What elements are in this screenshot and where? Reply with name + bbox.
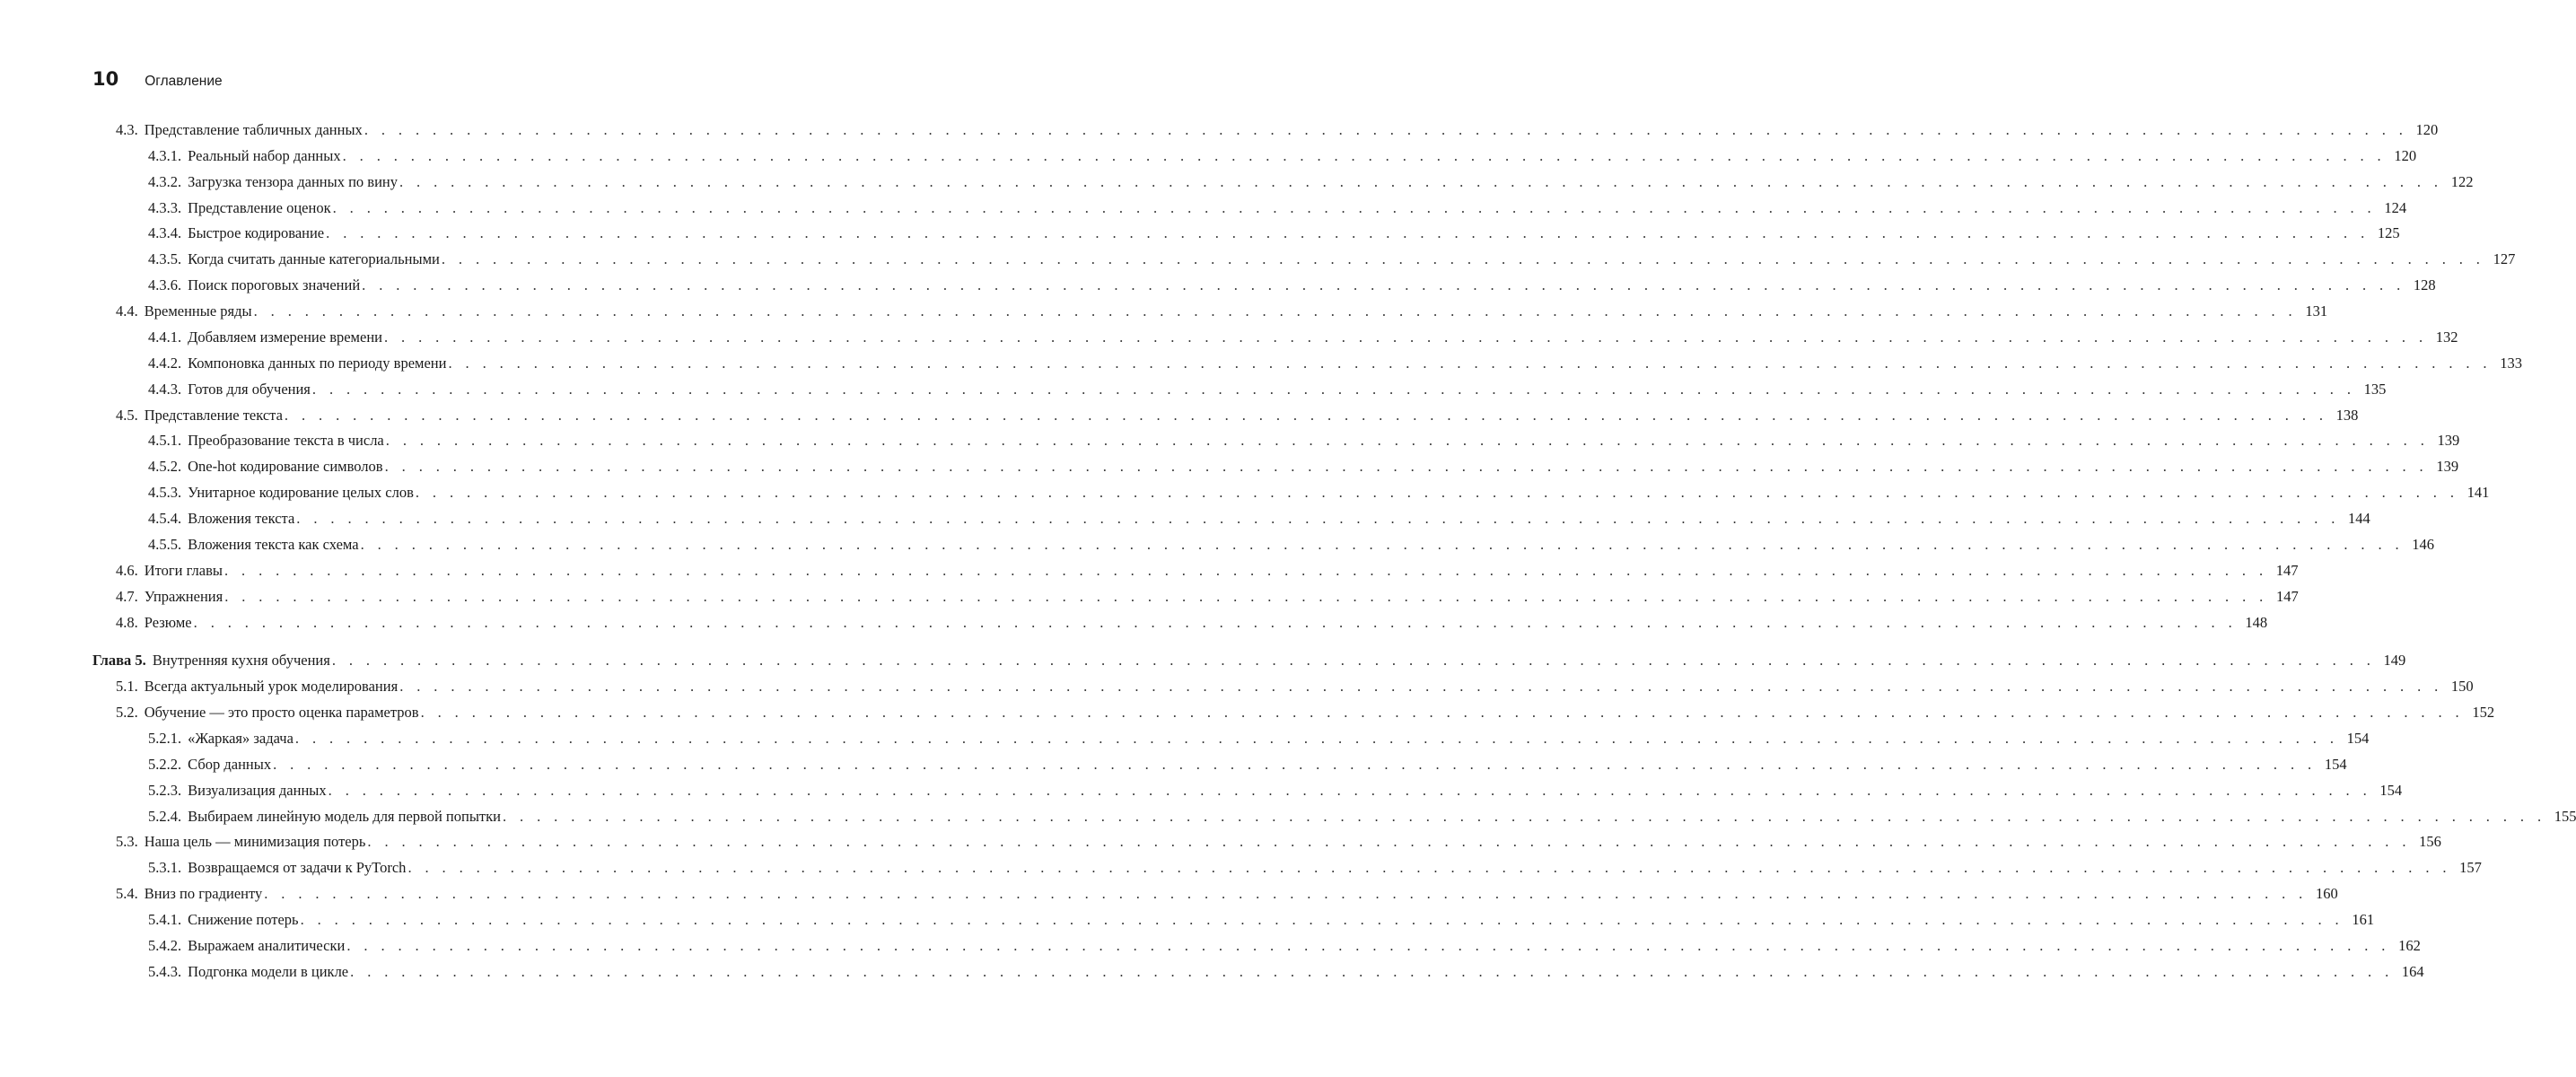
toc-entry-page: 156 <box>2419 833 2441 851</box>
toc-entry[interactable] <box>148 458 2459 479</box>
dot-leader: . . . . . . . . . . . . . . . . . . . . . . . . . . . . . . . . . . . . . . . . . . . . . . . . . . . . . . . . . . . . . . . . . . . . . . . . . . . . . . . . . . . . . . . . . . . . . . . . . . . . . . . . . . . . . . . . . . . . . . . . <box>224 587 2268 605</box>
toc-entry-title: Возвращаемся от задачи к PyTorch <box>188 859 407 877</box>
toc-entry-number: 4.4. <box>116 302 138 320</box>
toc-entry-number: 4.5.3. <box>148 484 182 502</box>
toc-entry-title: Компоновка данных по периоду времени <box>188 354 447 372</box>
toc-entry-number: 5.4. <box>116 885 138 903</box>
toc-entry[interactable] <box>148 172 2474 195</box>
toc-entry-number: 4.4.1. <box>148 328 182 346</box>
toc-entry-page: 148 <box>2245 613 2268 631</box>
toc-entry-page: 154 <box>2324 755 2347 773</box>
toc-entry-title: Всегда актуальный урок моделирования <box>144 678 399 696</box>
dot-leader: . . . . . . . . . . . . . . . . . . . . . . . . . . . . . . . . . . . . . . . . . . . . . . . . . . . . . . . . . . . . . . . . . . . . . . . . . . . . . . . . . . . . . . . . . . . . . . . . . . . . . . . . . . . . . . . . . . . . . . . . <box>331 652 2376 670</box>
toc-entry-page: 155 <box>2554 807 2576 825</box>
toc-entry-title: «Жаркая» задача <box>188 730 294 747</box>
toc-entry[interactable] <box>148 484 2490 505</box>
toc-entry-page: 154 <box>2379 781 2403 799</box>
toc-entry-page: 135 <box>2363 380 2387 398</box>
toc-entry-number: 4.3.1. <box>148 146 182 164</box>
dot-leader: . . . . . . . . . . . . . . . . . . . . . . . . . . . . . . . . . . . . . . . . . . . . . . . . . . . . . . . . . . . . . . . . . . . . . . . . . . . . . . . . . . . . . . . . . . . . . . . . . . . . . . . . . . . . . . . . . . . . . . . . <box>284 406 2328 424</box>
toc-entry-number: 4.7. <box>116 587 138 605</box>
toc-entry-number: 5.4.3. <box>148 962 182 980</box>
dot-leader: . . . . . . . . . . . . . . . . . . . . . . . . . . . . . . . . . . . . . . . . . . . . . . . . . . . . . . . . . . . . . . . . . . . . . . . . . . . . . . . . . . . . . . . . . . . . . . . . . . . . . . . . . . . . . . . . . . . . . . . . <box>300 911 2344 929</box>
toc-entry-title: Преобразование текста в числа <box>188 432 384 450</box>
toc-entry[interactable] <box>148 510 2370 531</box>
toc-entry-title: Унитарное кодирование целых слов <box>188 484 414 502</box>
dot-leader: . . . . . . . . . . . . . . . . . . . . . . . . . . . . . . . . . . . . . . . . . . . . . . . . . . . . . . . . . . . . . . . . . . . . . . . . . . . . . . . . . . . . . . . . . . . . . . . . . . . . . . . . . . . . . . . . . . . . . . . . <box>264 885 2308 903</box>
toc-entry[interactable] <box>116 885 2338 906</box>
dot-leader: . . . . . . . . . . . . . . . . . . . . . . . . . . . . . . . . . . . . . . . . . . . . . . . . . . . . . . . . . . . . . . . . . . . . . . . . . . . . . . . . . . . . . . . . . . . . . . . . . . . . . . . . . . . . . . . . . . . . . . . . <box>407 859 2451 877</box>
toc-entry-number: 4.5. <box>116 406 138 424</box>
toc-entry-title: Загрузка тензора данных по вину <box>188 172 398 190</box>
toc-entry-number: 4.3.3. <box>148 198 182 216</box>
toc-entry[interactable] <box>148 911 2375 933</box>
toc-entry[interactable] <box>116 121 2439 143</box>
toc-entry[interactable] <box>148 198 2407 221</box>
toc-entry-number: 5.3.1. <box>148 859 182 877</box>
toc-entry[interactable] <box>148 936 2421 959</box>
running-title: Оглавление <box>145 74 223 89</box>
toc-entry-page: 152 <box>2472 704 2495 722</box>
dot-leader: . . . . . . . . . . . . . . . . . . . . . . . . . . . . . . . . . . . . . . . . . . . . . . . . . . . . . . . . . . . . . . . . . . . . . . . . . . . . . . . . . . . . . . . . . . . . . . . . . . . . . . . . . . . . . . . . . . . . . . . . <box>448 354 2492 372</box>
toc-entry-page: 124 <box>2384 198 2407 216</box>
toc-entry-title: Сбор данных <box>188 755 272 773</box>
toc-entry-title: Когда считать данные категориальными <box>188 250 440 268</box>
toc-entry-number: 4.5.2. <box>148 458 182 476</box>
toc-entry-page: 150 <box>2450 678 2474 696</box>
dot-leader: . . . . . . . . . . . . . . . . . . . . . . . . . . . . . . . . . . . . . . . . . . . . . . . . . . . . . . . . . . . . . . . . . . . . . . . . . . . . . . . . . . . . . . . . . . . . . . . . . . . . . . . . . . . . . . . . . . . . . . . . <box>332 198 2377 216</box>
toc-entry-page: 144 <box>2348 510 2370 528</box>
toc-entry-number: 4.5.4. <box>148 510 182 528</box>
dot-leader: . . . . . . . . . . . . . . . . . . . . . . . . . . . . . . . . . . . . . . . . . . . . . . . . . . . . . . . . . . . . . . . . . . . . . . . . . . . . . . . . . . . . . . . . . . . . . . . . . . . . . . . . . . . . . . . . . . . . . . . . <box>193 613 2238 631</box>
toc-entry-number: 4.5.1. <box>148 432 182 450</box>
toc-entry-title: Вложения текста <box>188 510 295 528</box>
toc-entry-number: 4.4.2. <box>148 354 182 372</box>
toc-entry[interactable] <box>148 730 2370 751</box>
toc-entry-title: Вниз по градиенту <box>144 885 263 903</box>
dot-leader: . . . . . . . . . . . . . . . . . . . . . . . . . . . . . . . . . . . . . . . . . . . . . . . . . . . . . . . . . . . . . . . . . . . . . . . . . . . . . . . . . . . . . . . . . . . . . . . . . . . . . . . . . . . . . . . . . . . . . . . . <box>350 962 2394 980</box>
toc-entry-title: Временные ряды <box>144 302 252 320</box>
toc-entry-page: 154 <box>2346 730 2370 747</box>
toc-entry-page: 120 <box>2394 146 2417 164</box>
toc-entry-page: 160 <box>2315 885 2338 903</box>
toc-entry-page: 138 <box>2335 406 2359 424</box>
toc-entry-number: 5.2.3. <box>148 781 182 799</box>
toc-entry[interactable] <box>148 962 2424 985</box>
page-number: 10 <box>92 68 119 90</box>
dot-leader: . . . . . . . . . . . . . . . . . . . . . . . . . . . . . . . . . . . . . . . . . . . . . . . . . . . . . . . . . . . . . . . . . . . . . . . . . . . . . . . . . . . . . . . . . . . . . . . . . . . . . . . . . . . . . . . . . . . . . . . . <box>253 302 2298 320</box>
toc-entry-title: Выражаем аналитически <box>188 936 346 954</box>
dot-leader: . . . . . . . . . . . . . . . . . . . . . . . . . . . . . . . . . . . . . . . . . . . . . . . . . . . . . . . . . . . . . . . . . . . . . . . . . . . . . . . . . . . . . . . . . . . . . . . . . . . . . . . . . . . . . . . . . . . . . . . . <box>342 146 2387 164</box>
toc-entry-page: 157 <box>2459 859 2482 877</box>
toc-entry-page: 127 <box>2493 250 2516 268</box>
toc-entry[interactable] <box>148 535 2435 557</box>
toc-entry[interactable] <box>148 328 2458 350</box>
toc-entry[interactable] <box>148 146 2417 169</box>
toc-entry-number: 4.3. <box>116 121 138 138</box>
dot-leader: . . . . . . . . . . . . . . . . . . . . . . . . . . . . . . . . . . . . . . . . . . . . . . . . . . . . . . . . . . . . . . . . . . . . . . . . . . . . . . . . . . . . . . . . . . . . . . . . . . . . . . . . . . . . . . . . . . . . . . . . <box>362 276 2405 294</box>
toc-entry-title: Наша цель — минимизация потерь <box>144 833 366 851</box>
toc-entry-number: 4.6. <box>116 561 138 579</box>
toc-entry-page: 120 <box>2415 121 2439 138</box>
toc-entry-title: Реальный набор данных <box>188 146 341 164</box>
toc-entry-page: 147 <box>2275 561 2299 579</box>
toc-entry[interactable] <box>116 678 2474 699</box>
toc-entry-page: 132 <box>2435 328 2458 346</box>
toc-entry-page: 125 <box>2377 224 2400 242</box>
toc-entry-page: 131 <box>2305 302 2328 320</box>
toc-entry-page: 141 <box>2466 484 2490 502</box>
dot-leader: . . . . . . . . . . . . . . . . . . . . . . . . . . . . . . . . . . . . . . . . . . . . . . . . . . . . . . . . . . . . . . . . . . . . . . . . . . . . . . . . . . . . . . . . . . . . . . . . . . . . . . . . . . . . . . . . . . . . . . . . <box>224 561 2268 579</box>
dot-leader: . . . . . . . . . . . . . . . . . . . . . . . . . . . . . . . . . . . . . . . . . . . . . . . . . . . . . . . . . . . . . . . . . . . . . . . . . . . . . . . . . . . . . . . . . . . . . . . . . . . . . . . . . . . . . . . . . . . . . . . . <box>399 678 2443 696</box>
toc-entry-title: Поиск пороговых значений <box>188 276 361 294</box>
toc-entry-number: 5.2.1. <box>148 730 182 747</box>
toc-entry[interactable] <box>148 432 2460 453</box>
toc-entry-number: Глава 5. <box>92 652 146 670</box>
dot-leader: . . . . . . . . . . . . . . . . . . . . . . . . . . . . . . . . . . . . . . . . . . . . . . . . . . . . . . . . . . . . . . . . . . . . . . . . . . . . . . . . . . . . . . . . . . . . . . . . . . . . . . . . . . . . . . . . . . . . . . . . <box>503 807 2546 825</box>
toc-entry-page: 146 <box>2412 535 2435 553</box>
dot-leader: . . . . . . . . . . . . . . . . . . . . . . . . . . . . . . . . . . . . . . . . . . . . . . . . . . . . . . . . . . . . . . . . . . . . . . . . . . . . . . . . . . . . . . . . . . . . . . . . . . . . . . . . . . . . . . . . . . . . . . . . <box>296 510 2340 528</box>
dot-leader: . . . . . . . . . . . . . . . . . . . . . . . . . . . . . . . . . . . . . . . . . . . . . . . . . . . . . . . . . . . . . . . . . . . . . . . . . . . . . . . . . . . . . . . . . . . . . . . . . . . . . . . . . . . . . . . . . . . . . . . . <box>360 535 2405 553</box>
toc-entry[interactable] <box>148 755 2347 777</box>
toc-entry-page: 122 <box>2450 172 2474 190</box>
dot-leader: . . . . . . . . . . . . . . . . . . . . . . . . . . . . . . . . . . . . . . . . . . . . . . . . . . . . . . . . . . . . . . . . . . . . . . . . . . . . . . . . . . . . . . . . . . . . . . . . . . . . . . . . . . . . . . . . . . . . . . . . <box>294 730 2339 747</box>
toc-entry-title: Готов для обучения <box>188 380 311 398</box>
toc-entry-number: 4.3.4. <box>148 224 182 242</box>
toc-entry-number: 5.2.4. <box>148 807 182 825</box>
toc-entry-title: Резюме <box>144 613 192 631</box>
dot-leader: . . . . . . . . . . . . . . . . . . . . . . . . . . . . . . . . . . . . . . . . . . . . . . . . . . . . . . . . . . . . . . . . . . . . . . . . . . . . . . . . . . . . . . . . . . . . . . . . . . . . . . . . . . . . . . . . . . . . . . . . <box>415 484 2459 502</box>
toc-entry-page: 128 <box>2413 276 2436 294</box>
toc-entry[interactable] <box>116 302 2328 324</box>
toc-entry-page: 139 <box>2436 458 2459 476</box>
toc-entry-title: Обучение — это просто оценка параметров <box>144 704 419 722</box>
dot-leader: . . . . . . . . . . . . . . . . . . . . . . . . . . . . . . . . . . . . . . . . . . . . . . . . . . . . . . . . . . . . . . . . . . . . . . . . . . . . . . . . . . . . . . . . . . . . . . . . . . . . . . . . . . . . . . . . . . . . . . . . <box>326 224 2370 242</box>
dot-leader: . . . . . . . . . . . . . . . . . . . . . . . . . . . . . . . . . . . . . . . . . . . . . . . . . . . . . . . . . . . . . . . . . . . . . . . . . . . . . . . . . . . . . . . . . . . . . . . . . . . . . . . . . . . . . . . . . . . . . . . . <box>385 432 2430 450</box>
toc-entry-title: Добавляем измерение времени <box>188 328 382 346</box>
toc-entry-title: Представление текста <box>144 406 283 424</box>
dot-leader: . . . . . . . . . . . . . . . . . . . . . . . . . . . . . . . . . . . . . . . . . . . . . . . . . . . . . . . . . . . . . . . . . . . . . . . . . . . . . . . . . . . . . . . . . . . . . . . . . . . . . . . . . . . . . . . . . . . . . . . . <box>311 380 2356 398</box>
toc-entry-title: One-hot кодирование символов <box>188 458 383 476</box>
dot-leader: . . . . . . . . . . . . . . . . . . . . . . . . . . . . . . . . . . . . . . . . . . . . . . . . . . . . . . . . . . . . . . . . . . . . . . . . . . . . . . . . . . . . . . . . . . . . . . . . . . . . . . . . . . . . . . . . . . . . . . . . <box>367 833 2411 851</box>
toc-entry[interactable] <box>116 587 2299 609</box>
toc-entry-title: Вложения текста как схема <box>188 535 359 553</box>
toc-entry-page: 147 <box>2275 587 2299 605</box>
dot-leader: . . . . . . . . . . . . . . . . . . . . . . . . . . . . . . . . . . . . . . . . . . . . . . . . . . . . . . . . . . . . . . . . . . . . . . . . . . . . . . . . . . . . . . . . . . . . . . . . . . . . . . . . . . . . . . . . . . . . . . . . <box>399 172 2443 190</box>
toc-entry-page: 133 <box>2500 354 2522 372</box>
toc-entry-number: 4.3.2. <box>148 172 182 190</box>
toc-entry-title: Представление оценок <box>188 198 331 216</box>
toc-entry-number: 4.3.5. <box>148 250 182 268</box>
toc-entry[interactable] <box>148 250 2516 272</box>
toc-entry-page: 139 <box>2437 432 2460 450</box>
dot-leader: . . . . . . . . . . . . . . . . . . . . . . . . . . . . . . . . . . . . . . . . . . . . . . . . . . . . . . . . . . . . . . . . . . . . . . . . . . . . . . . . . . . . . . . . . . . . . . . . . . . . . . . . . . . . . . . . . . . . . . . . <box>364 121 2408 138</box>
dot-leader: . . . . . . . . . . . . . . . . . . . . . . . . . . . . . . . . . . . . . . . . . . . . . . . . . . . . . . . . . . . . . . . . . . . . . . . . . . . . . . . . . . . . . . . . . . . . . . . . . . . . . . . . . . . . . . . . . . . . . . . . <box>273 755 2317 773</box>
toc-entry[interactable] <box>116 561 2299 583</box>
dot-leader: . . . . . . . . . . . . . . . . . . . . . . . . . . . . . . . . . . . . . . . . . . . . . . . . . . . . . . . . . . . . . . . . . . . . . . . . . . . . . . . . . . . . . . . . . . . . . . . . . . . . . . . . . . . . . . . . . . . . . . . . <box>346 936 2390 954</box>
toc-entry-page: 164 <box>2401 962 2424 980</box>
toc-entry-page: 162 <box>2398 936 2421 954</box>
toc-chapter-entry[interactable] <box>92 652 2406 673</box>
toc-entry[interactable] <box>116 833 2441 854</box>
toc-entry-number: 5.3. <box>116 833 138 851</box>
toc-entry[interactable] <box>116 613 2268 635</box>
dot-leader: . . . . . . . . . . . . . . . . . . . . . . . . . . . . . . . . . . . . . . . . . . . . . . . . . . . . . . . . . . . . . . . . . . . . . . . . . . . . . . . . . . . . . . . . . . . . . . . . . . . . . . . . . . . . . . . . . . . . . . . . <box>328 781 2372 799</box>
toc-entry[interactable] <box>148 224 2400 246</box>
toc-entry[interactable] <box>116 406 2359 428</box>
toc-entry-number: 5.1. <box>116 678 138 696</box>
toc-entry-title: Упражнения <box>144 587 223 605</box>
toc-entry-number: 4.4.3. <box>148 380 182 398</box>
dot-leader: . . . . . . . . . . . . . . . . . . . . . . . . . . . . . . . . . . . . . . . . . . . . . . . . . . . . . . . . . . . . . . . . . . . . . . . . . . . . . . . . . . . . . . . . . . . . . . . . . . . . . . . . . . . . . . . . . . . . . . . . <box>384 328 2428 346</box>
toc-entry[interactable] <box>148 807 2576 829</box>
toc-entry-title: Визуализация данных <box>188 781 327 799</box>
toc-entry-number: 5.4.1. <box>148 911 182 929</box>
toc-entry[interactable] <box>148 380 2387 402</box>
toc-entry-number: 5.4.2. <box>148 936 182 954</box>
toc-entry-page: 149 <box>2383 652 2406 670</box>
page-header <box>92 68 223 90</box>
toc-entry-number: 4.3.6. <box>148 276 182 294</box>
toc-entry-number: 5.2.2. <box>148 755 182 773</box>
toc-entry-title: Итоги главы <box>144 561 223 579</box>
dot-leader: . . . . . . . . . . . . . . . . . . . . . . . . . . . . . . . . . . . . . . . . . . . . . . . . . . . . . . . . . . . . . . . . . . . . . . . . . . . . . . . . . . . . . . . . . . . . . . . . . . . . . . . . . . . . . . . . . . . . . . . . <box>420 704 2465 722</box>
dot-leader: . . . . . . . . . . . . . . . . . . . . . . . . . . . . . . . . . . . . . . . . . . . . . . . . . . . . . . . . . . . . . . . . . . . . . . . . . . . . . . . . . . . . . . . . . . . . . . . . . . . . . . . . . . . . . . . . . . . . . . . . <box>441 250 2485 268</box>
toc-entry-number: 5.2. <box>116 704 138 722</box>
toc-entry-number: 4.5.5. <box>148 535 182 553</box>
toc-entry[interactable] <box>148 276 2436 298</box>
toc-entry[interactable] <box>148 354 2522 376</box>
toc-entry-title: Подгонка модели в цикле <box>188 962 349 980</box>
toc-entry-title: Представление табличных данных <box>144 121 363 138</box>
toc-entry-page: 161 <box>2352 911 2375 929</box>
toc-entry-number: 4.8. <box>116 613 138 631</box>
dot-leader: . . . . . . . . . . . . . . . . . . . . . . . . . . . . . . . . . . . . . . . . . . . . . . . . . . . . . . . . . . . . . . . . . . . . . . . . . . . . . . . . . . . . . . . . . . . . . . . . . . . . . . . . . . . . . . . . . . . . . . . . <box>384 458 2429 476</box>
toc-entry[interactable] <box>116 704 2495 725</box>
toc-entry[interactable] <box>148 859 2482 880</box>
toc-entry-title: Снижение потерь <box>188 911 299 929</box>
toc-entry-title: Выбираем линейную модель для первой попытки <box>188 807 501 825</box>
toc-entry[interactable] <box>148 781 2403 803</box>
toc-entry-title: Внутренняя кухня обучения <box>152 652 330 670</box>
toc-entry-title: Быстрое кодирование <box>188 224 325 242</box>
